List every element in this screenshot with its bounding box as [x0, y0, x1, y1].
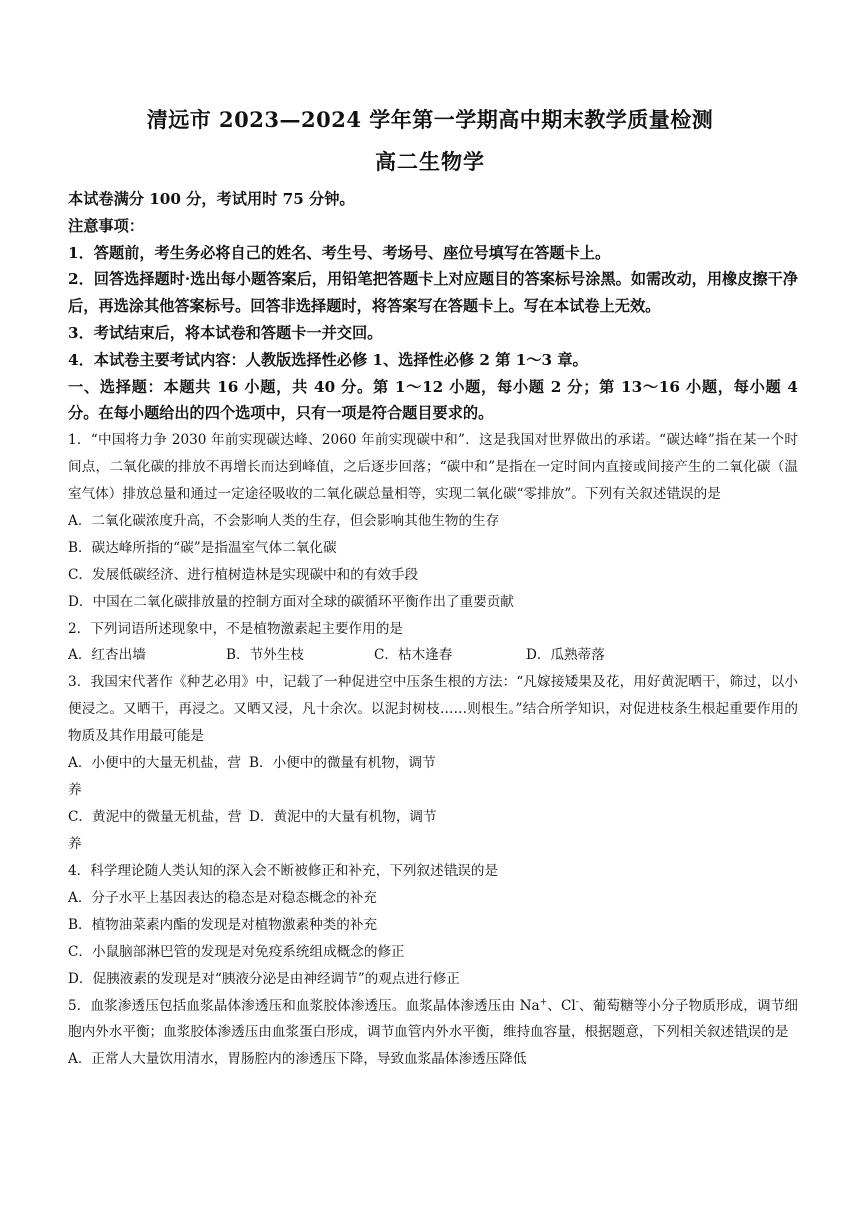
question-3-option-c: C．黄泥中的微量无机盐，营养	[68, 808, 242, 852]
emphasis-mark: 错误	[734, 1024, 762, 1041]
emphasis-mark: 错误	[443, 862, 471, 879]
question-3-options-row-2	[68, 804, 798, 858]
question-4-option-a: A．分子水平上基因表达的稳态是对稳态概念的补充	[68, 889, 377, 906]
question-2-option-a: A．红杏出墙	[68, 647, 146, 664]
question-1-option-c: C．发展低碳经济、进行植树造林是实现碳中和的有效手段	[68, 566, 419, 583]
question-1-stem-end: 的是	[693, 485, 721, 502]
question-4-stem-end: 的是	[470, 862, 499, 879]
exam-intro: 本试卷满分 100 分，考试用时 75 分钟。	[68, 190, 355, 208]
question-1-option-a: A．二氧化碳浓度升高，不会影响人类的生存，但会影响其他生物的生存	[68, 512, 500, 529]
superscript: -	[575, 997, 579, 1008]
subject-title: 高二生物学	[375, 149, 485, 174]
notice-heading: 注意事项：	[68, 216, 144, 235]
question-2-option-d: D．瓜熟蒂落	[526, 647, 605, 664]
superscript: +	[539, 997, 548, 1008]
question-3-option-b: B．小便中的微量有机物，调节	[249, 754, 436, 771]
question-2-stem: 2．下列词语所述现象中，不是植物激素起主要作用的是	[68, 620, 403, 637]
question-3-stem: 3．我国宋代著作《种艺必用》中，记载了一种促进空中压条生根的方法：“凡嫁接矮果及花，用好黄泥晒干，筛过，以小便浸之。又晒干，再浸之。又晒又浸，凡十余次。以泥封树枝……则根生。”结合所学知识，对促进枝条生根起重要作用的物质及其作用最可能是	[68, 674, 798, 744]
question-1-option-d: D．中国在二氧化碳排放量的控制方面对全球的碳循环平衡作出了重要贡献	[68, 593, 514, 610]
notice-item: 2．回答选择题时·选出每小题答案后，用铅笔把答题卡上对应题目的答案标号涂黑。如需改动，用橡皮擦干净后，再选涂其他答案标号。回答非选择题时，将答案写在答题卡上。写在本试卷上无效。	[68, 270, 798, 316]
question-3-options-row-1	[68, 750, 798, 804]
exam-title: 清远市 2023—2024 学年第一学期高中期末教学质量检测	[146, 107, 714, 132]
question-1-stem-text: 1．“中国将力争 2030 年前实现碳达峰、2060 年前实现碳中和”．这是我国对世界做出的承诺。“碳达峰”指在某一个时间点，二氧化碳的排放不再增长而达到峰值，之后逐步回落；“碳中和”是指在一定时间内直接或间接产生的二氧化碳（温室气体）排放总量和通过一定途径吸收的二氧化碳总量相等，实现二氧化碳“零排放”。下列有关叙述	[68, 432, 798, 502]
question-4-stem-text: 4．科学理论随人类认知的深入会不断被修正和补充，下列叙述	[68, 862, 444, 879]
exam-content	[68, 186, 798, 1073]
notice-item: 4．本试卷主要考试内容：人教版选择性必修 1、选择性必修 2 第 1～3 章。	[68, 350, 588, 369]
question-2-option-b: B．节外生枝	[226, 647, 304, 664]
question-4-option-b: B．植物油菜素内酯的发现是对植物激素种类的补充	[68, 916, 378, 933]
section-heading: 一、选择题：本题共 16 小题，共 40 分。第 1～12 小题，每小题 2 分；第 13～16 小题，每小题 4 分。在每小题给出的四个选项中，只有一项是符合题目要求的。	[68, 377, 798, 423]
question-3-option-d: D．黄泥中的大量有机物，调节	[249, 808, 437, 825]
question-3-option-a: A．小便中的大量无机盐，营养	[68, 754, 241, 798]
question-4-option-c: C．小鼠脑部淋巴管的发现是对免疫系统组成概念的修正	[68, 943, 405, 960]
notice-item: 3．考试结束后，将本试卷和答题卡一并交回。	[68, 323, 383, 342]
question-1-option-b: B．碳达峰所指的“碳”是指温室气体二氧化碳	[68, 539, 337, 556]
question-4-option-d: D．促胰液素的发现是对“胰液分泌是由神经调节”的观点进行修正	[68, 970, 460, 987]
question-5-stem-text: 、Cl	[547, 997, 576, 1014]
notice-item: 1．答题前，考生务必将自己的姓名、考生号、考场号、座位号填写在答题卡上。	[68, 243, 611, 262]
question-1-stem	[68, 427, 798, 507]
question-5-stem	[68, 993, 798, 1047]
question-2-options	[68, 642, 798, 669]
question-5-stem-end: 的是	[761, 1024, 789, 1041]
question-2-option-c: C．枯木逢春	[374, 647, 453, 664]
emphasis-mark: 错误	[666, 485, 694, 502]
question-5-stem-text: 5．血浆渗透压包括血浆晶体渗透压和血浆胶体渗透压。血浆晶体渗透压由 Na	[68, 997, 540, 1014]
question-5-stem-text: 、葡萄糖等小分子物质形成，调节细胞内外水平衡；血浆胶体渗透压由血浆蛋白形成，调节血管内外水平衡，维持血容量，根据题意，下列相关叙述	[68, 997, 799, 1041]
question-5-option-a: A．正常人大量饮用清水，胃肠腔内的渗透压下降，导致血浆晶体渗透压降低	[68, 1051, 527, 1068]
question-4-stem	[68, 858, 798, 885]
